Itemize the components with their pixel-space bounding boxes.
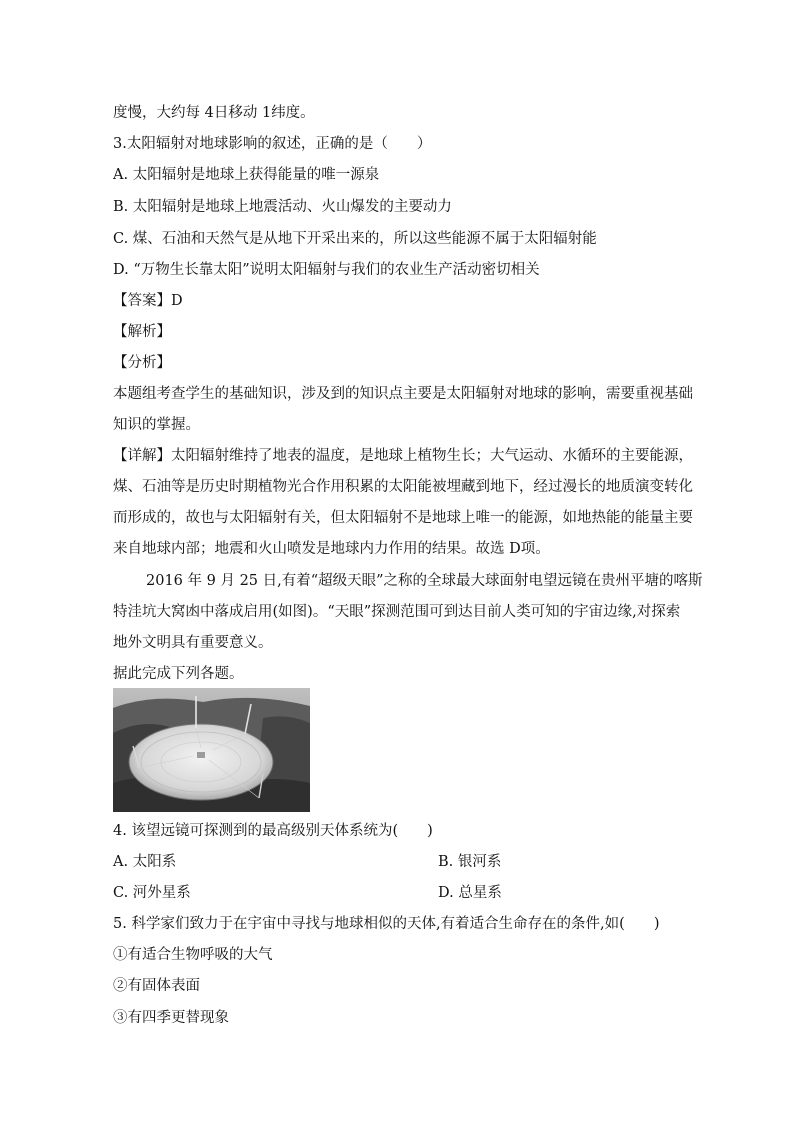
question-5-item-1: ①有适合生物呼吸的大气: [113, 947, 273, 963]
passage-line-3: 地外文明具有重要意义。: [113, 635, 273, 651]
detail-text-3: 而形成的，故也与太阳辐射有关，但太阳辐射不是地球上唯一的能源，如地热能的能量主要: [113, 510, 693, 526]
detail-text-2: 煤、石油等是历史时期植物光合作用积累的太阳能被埋藏到地下，经过漫长的地质演变转化: [113, 479, 693, 495]
question-3-option-c: C. 煤、石油和天然气是从地下开采出来的，所以这些能源不属于太阳辐射能: [113, 231, 597, 247]
continued-text: 度慢，大约每 4日移动 1纬度。: [113, 105, 315, 121]
question-4-option-c: C. 河外星系: [113, 885, 191, 901]
passage-line-2: 特洼坑大窝凼中落成启用(如图)。“天眼”探测范围可到达目前人类可知的宇宙边缘,对探索: [113, 604, 681, 620]
analysis-text-2: 知识的掌握。: [113, 417, 200, 433]
analysis-text-1: 本题组考查学生的基础知识，涉及到的知识点主要是太阳辐射对地球的影响，需要重视基础: [113, 386, 693, 402]
detail-text-1: 【详解】太阳辐射维持了地表的温度，是地球上植物生长；大气运动、水循环的主要能源，: [113, 448, 693, 464]
question-4-option-d: D. 总星系: [438, 885, 502, 901]
question-3-option-b: B. 太阳辐射是地球上地震活动、火山爆发的主要动力: [113, 199, 452, 215]
question-4-stem: 4. 该望远镜可探测到的最高级别天体系统为( ): [113, 823, 433, 839]
question-3-stem: 3.太阳辐射对地球影响的叙述，正确的是（ ）: [113, 136, 432, 152]
explanation-label: 【解析】: [113, 324, 171, 340]
question-3-option-a: A. 太阳辐射是地球上获得能量的唯一源泉: [113, 167, 380, 183]
answer-label: 【答案】D: [113, 293, 183, 309]
passage-line-1: 2016 年 9 月 25 日,有着“超级天眼”之称的全球最大球面射电望远镜在贵州平塘的喀斯: [146, 573, 703, 589]
question-5-item-2: ②有固体表面: [113, 978, 200, 994]
analysis-label: 【分析】: [113, 355, 171, 371]
question-4-option-b: B. 银河系: [438, 854, 502, 870]
question-3-option-d: D. “万物生长靠太阳”说明太阳辐射与我们的农业生产活动密切相关: [113, 262, 540, 278]
detail-text-4: 来自地球内部；地震和火山喷发是地球内力作用的结果。故选 D项。: [113, 541, 550, 557]
question-5-item-3: ③有四季更替现象: [113, 1010, 229, 1026]
passage-line-4: 据此完成下列各题。: [113, 666, 244, 682]
fast-telescope-photo: [113, 688, 310, 812]
question-4-option-a: A. 太阳系: [113, 854, 177, 870]
question-5-stem: 5. 科学家们致力于在宇宙中寻找与地球相似的天体,有着适合生命存在的条件,如( ): [113, 916, 660, 932]
